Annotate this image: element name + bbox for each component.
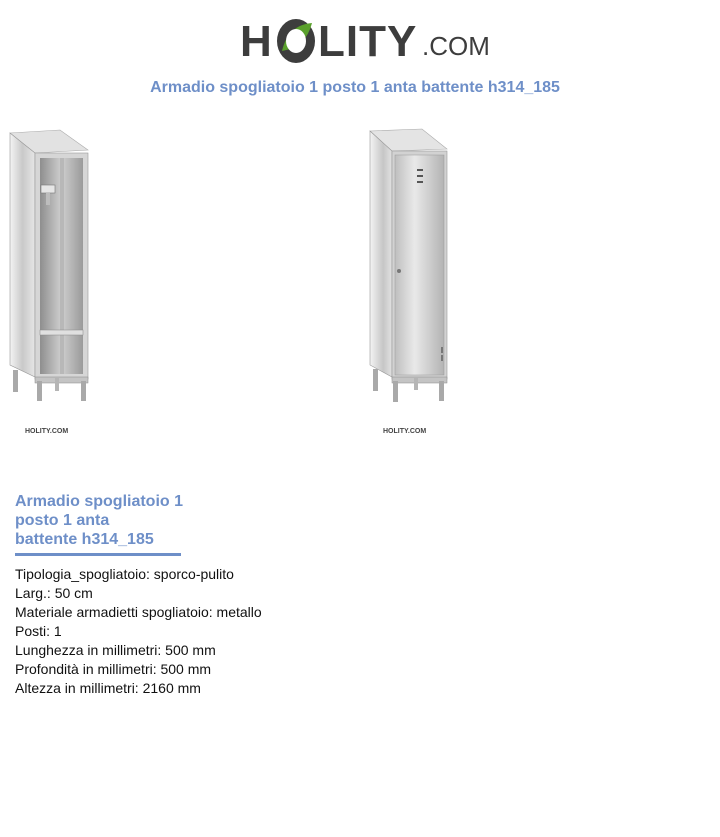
site-logo[interactable] bbox=[240, 12, 490, 68]
product-heading-line: Armadio spogliatoio 1 bbox=[15, 493, 184, 510]
spec-profondita: Profondità in millimetri: 500 mm bbox=[15, 661, 212, 677]
logo-domain: .COM bbox=[422, 31, 490, 61]
spec-tipologia: Tipologia_spogliatoio: sporco-pulito bbox=[15, 566, 234, 582]
product-image-open[interactable] bbox=[5, 125, 115, 435]
product-specs bbox=[15, 565, 262, 698]
product-heading bbox=[15, 492, 183, 549]
product-heading-line: battente h314_185 bbox=[15, 531, 154, 548]
spec-larghezza: Larg.: 50 cm bbox=[15, 585, 93, 601]
spec-materiale: Materiale armadietti spogliatoio: metallo bbox=[15, 604, 262, 620]
logo-letters-lity: LITY bbox=[318, 17, 418, 66]
closed-locker-photo-icon bbox=[365, 125, 475, 415]
image-watermark: HOLITY.COM bbox=[25, 428, 69, 435]
spec-altezza: Altezza in millimetri: 2160 mm bbox=[15, 680, 201, 696]
open-locker-photo-icon bbox=[5, 125, 115, 415]
product-image-closed[interactable] bbox=[365, 125, 475, 435]
heading-divider bbox=[15, 553, 181, 556]
page-title: Armadio spogliatoio 1 posto 1 anta battente h314_185 bbox=[150, 79, 560, 96]
logo-letter-h: H bbox=[240, 17, 273, 66]
product-heading-line: posto 1 anta bbox=[15, 512, 110, 529]
image-watermark: HOLITY.COM bbox=[383, 428, 427, 435]
logo-o-icon bbox=[276, 17, 316, 65]
spec-lunghezza: Lunghezza in millimetri: 500 mm bbox=[15, 642, 216, 658]
spec-posti: Posti: 1 bbox=[15, 623, 62, 639]
